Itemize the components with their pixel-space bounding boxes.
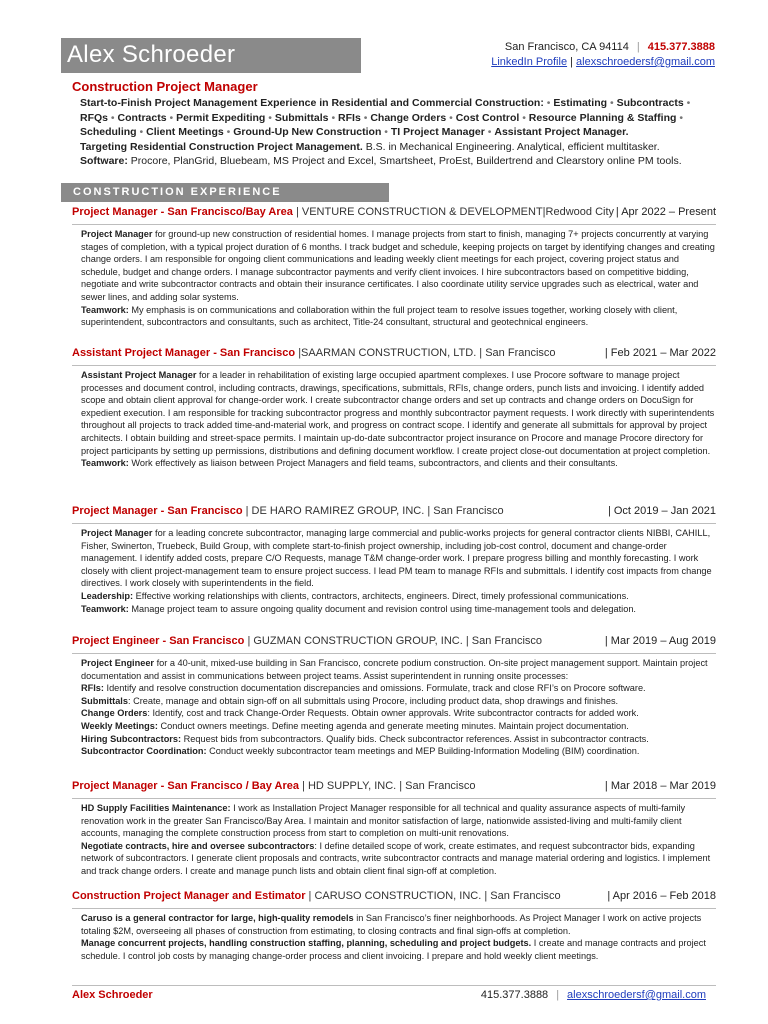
paragraph-label: Teamwork:: [81, 603, 129, 614]
job-paragraph: [81, 682, 716, 695]
paragraph-text: Identify and resolve construction documentation discrepancies and omissions. Formulate, track and close RFI’s on Procore software.: [103, 683, 646, 694]
paragraph-text: for a leading concrete subcontractor, managing large commercial and public-works projects for general contractor clients NIBBI, CAHILL, Fisher, Swinerton, Truebeck, Build Group, with complete start-to-finish project ownership, including job-cost control, document and change-order management. I identify added costs, prepare C/O Requests, manage T&M change-order work. I prepare progress billing and monthly forecasting. I work closely with client project-management team to ensure project success. I lead PM team to manage RFIs and submittals. I identify cost impacts from change directives. I work closely with superintendents in the field.: [81, 528, 712, 589]
paragraph-label: Subcontractor Coordination:: [81, 746, 207, 757]
job-header: [72, 206, 716, 222]
job-paragraph: [81, 937, 716, 962]
job-paragraph: [81, 657, 716, 682]
job-company: | HD SUPPLY, INC. | San Francisco: [299, 780, 476, 792]
job-paragraph: [81, 603, 716, 616]
job-paragraph: [81, 840, 716, 878]
job-header: [72, 780, 716, 796]
software-text: Procore, PlanGrid, Bluebeam, MS Project and Excel, Smartsheet, ProEst, Buildertrend and Clearstory online PM tools.: [130, 155, 682, 167]
job-role: Project Manager - San Francisco: [72, 505, 243, 517]
job-paragraph: [81, 369, 716, 457]
software-label: Software:: [80, 155, 128, 167]
paragraph-label: Leadership:: [81, 590, 134, 601]
bullet-icon: •: [446, 111, 456, 124]
professional-title: Construction Project Manager: [72, 79, 258, 94]
job-dates: | Mar 2019 – Aug 2019: [604, 635, 716, 647]
job-paragraph: [81, 590, 716, 603]
bullet-icon: •: [136, 126, 147, 138]
job-entry: [72, 635, 716, 758]
paragraph-label: Manage concurrent projects, handling construction staffing, planning, scheduling and project budgets.: [81, 938, 532, 949]
bullet-icon: •: [484, 126, 495, 138]
skill-item: RFIs: [338, 111, 361, 124]
bullet-icon: •: [166, 111, 177, 124]
name-banner: [61, 38, 361, 73]
paragraph-text: My emphasis is on communications and collaboration within the full project team to resolve issues together, working closely with client, superintendent, subcontractors and consultants, such as architect, Title-24 consultant, structural and geotechnical engineers.: [81, 304, 678, 328]
footer-separator: |: [556, 989, 560, 1001]
bullet-icon: •: [328, 111, 339, 124]
skill-item: Client Meetings: [146, 126, 224, 138]
job-paragraph: [81, 720, 716, 733]
job-dates: | Apr 2016 – Feb 2018: [607, 890, 716, 902]
paragraph-text: Manage project team to assure ongoing quality document and revision control using time-management tools and delegation.: [128, 603, 636, 614]
skill-item: Change Orders: [370, 111, 447, 124]
paragraph-label: Assistant Project Manager: [81, 370, 197, 380]
job-description: [72, 912, 716, 962]
footer-name: Alex Schroeder: [72, 989, 153, 1001]
paragraph-text: for a leader in rehabilitation of existing large occupied apartment complexes. I use Procore software to manage project processes and document control, including contracts, drawings, specifications, submittals, RFIs, change orders, punch lists and invoicing. I identify added scope and obtain client approval for change-order work. I create subcontractor change orders and set up contracts and change orders on DocuSign for expedient execution. I am responsible for tracking subcontractor progress and monthly subcontractor payment requests. I work directly with superintendents throughout all projects to track added time-and-material work, and progress on contract scope. I identify and generate all submittals for approval by project architects. I obtain building and street-space permits. I maintain up-do-date subcontractor project insurance on Procore and manage Procore directory for project participants by setting up permissions, distributions and defining document workflow. I create project close-out documentation at project completion.: [81, 370, 715, 456]
paragraph-text: I work as Installation Project Manager responsible for all technical and quality assurance aspects of multi-family renovation work in the greater San Francisco/Bay Area. I maintain and monitor satisfaction of large, nationwide assisted-living and multi-family client accounts, managing the complete construction process from start to completion on multi-unit renovations.: [81, 803, 686, 839]
targeting-text: B.S. in Mechanical Engineering. Analytical, efficient multitasker.: [365, 140, 660, 153]
summary-software: [80, 154, 720, 169]
phone-number: 415.377.3888: [647, 41, 715, 53]
paragraph-label: Teamwork:: [81, 304, 129, 315]
paragraph-label: Project Manager: [81, 229, 153, 239]
job-dates: | Mar 2018 – Mar 2019: [604, 780, 716, 792]
paragraph-text: for ground-up new construction of residential homes. I manage projects from start to finish, managing 7+ projects concurrently at varying stages of completion, with a typical project duration of 6 months. I track budget and schedule, keeping projects on target by identifying changes and creating change orders. I am responsible for ongoing client communications and leading weekly client meetings for each project, covering project status and schedule, budget and change orders. I manage subcontractor payments and verify client invoices. I hire subcontractors based on competitive bidding, negotiate and write subcontractor contracts and obtain their insurance certificates. I also coordinate utility service upgrades such as electrical, water and sewer lines, and adding solar systems.: [81, 229, 715, 302]
bullet-icon: •: [546, 97, 554, 109]
job-company: |SAARMAN CONSTRUCTION, LTD. | San Francisco: [295, 347, 556, 359]
divider: [72, 653, 716, 654]
footer: [72, 985, 716, 1003]
summary-targeting: [80, 140, 720, 155]
bullet-icon: •: [676, 111, 683, 124]
job-entry: [72, 890, 716, 962]
divider: [72, 224, 716, 225]
job-company: | VENTURE CONSTRUCTION & DEVELOPMENT|Redwood City: [292, 206, 615, 218]
bullet-icon: •: [607, 97, 617, 109]
job-entry: [72, 780, 716, 878]
paragraph-label: RFIs:: [81, 683, 104, 694]
summary-lead: Start-to-Finish Project Management Experience in Residential and Commercial Construction:: [80, 97, 544, 109]
location: San Francisco, CA 94114: [504, 41, 629, 53]
job-company: | DE HARO RAMIREZ GROUP, INC. | San Francisco: [242, 505, 504, 517]
skill-item: Ground-Up New Construction: [233, 126, 382, 138]
job-header: [72, 505, 716, 521]
job-role: Project Manager - San Francisco/Bay Area: [72, 206, 293, 218]
paragraph-text: for a 40-unit, mixed-use building in San Francisco, concrete podium construction. On-site project management support. Maintain project documentation and assist in communications between project teams. Assist superintendent in running onsite processes:: [81, 658, 708, 681]
job-dates: | Feb 2021 – Mar 2022: [604, 347, 716, 359]
bullet-icon: •: [360, 111, 371, 124]
paragraph-text: Request bids from subcontractors. Qualify bids. Check subcontractor references. Assist in subcontractor contracts.: [181, 733, 649, 744]
job-header: [72, 347, 716, 363]
skill-item: Contracts: [117, 111, 167, 124]
paragraph-text: Work effectively as liaison between Project Managers and field teams, subcontractors, and clients and their consultants.: [128, 458, 618, 469]
bullet-icon: •: [683, 97, 691, 109]
divider: [72, 365, 716, 366]
linkedin-link[interactable]: LinkedIn Profile: [491, 56, 568, 68]
separator: |: [636, 41, 640, 53]
contact-block: [470, 40, 715, 70]
divider: [72, 798, 716, 799]
job-description: [72, 802, 716, 878]
skill-item: Submittals: [274, 111, 329, 124]
skill-item: Resource Planning & Staffing: [528, 111, 677, 124]
skill-item: RFQs: [80, 111, 109, 124]
job-entry: [72, 505, 716, 615]
summary-skills: [80, 96, 720, 140]
bullet-icon: •: [381, 126, 391, 138]
job-paragraph: [81, 695, 716, 708]
paragraph-text: Conduct owners meetings. Define meeting agenda and generate meeting minutes. Maintain project documentation.: [157, 720, 629, 731]
paragraph-text: Effective working relationships with clients, contractors, architects, engineers. Direct, timely professional communications.: [133, 590, 629, 601]
paragraph-text: : Create, manage and obtain sign-off on all submittals using Procore, including product data, shop drawings and finishes.: [127, 695, 619, 706]
job-dates: | Oct 2019 – Jan 2021: [607, 505, 716, 517]
paragraph-label: Caruso is a general contractor for large, high-quality remodels: [81, 913, 354, 923]
paragraph-label: HD Supply Facilities Maintenance:: [81, 803, 231, 813]
job-paragraph: [81, 745, 716, 758]
skill-item: Assistant Project Manager.: [494, 126, 629, 138]
job-role: Construction Project Manager and Estimator: [72, 890, 306, 902]
job-header: [72, 890, 716, 906]
paragraph-label: Submittals: [81, 695, 128, 706]
candidate-name: Alex Schroeder: [67, 41, 236, 68]
job-entry: [72, 347, 716, 470]
bullet-icon: •: [519, 111, 529, 124]
summary: [80, 96, 720, 169]
job-paragraph: [81, 733, 716, 746]
skill-item: Scheduling: [80, 126, 137, 138]
footer-email[interactable]: alexschroedersf@gmail.com: [567, 989, 706, 1001]
job-company: | CARUSO CONSTRUCTION, INC. | San Francisco: [305, 890, 561, 902]
job-paragraph: [81, 802, 716, 840]
job-paragraph: [81, 707, 716, 720]
job-description: [72, 228, 716, 329]
email-link[interactable]: alexschroedersf@gmail.com: [576, 56, 715, 68]
experience-heading: CONSTRUCTION EXPERIENCE: [73, 186, 282, 198]
paragraph-text: : I define detailed scope of work, create estimates, and request subcontractor bids, expanding network of subcontractors. I generate client proposals and contracts, write subcontractor contracts and manage material ordering and logistics. I implement and track change orders. I create and manage punch lists and obtain client final sign-off at completion.: [81, 840, 711, 876]
skill-item: Cost Control: [455, 111, 520, 124]
skill-item: Subcontracts: [616, 97, 684, 109]
footer-phone: 415.377.3888: [480, 989, 549, 1001]
paragraph-label: Teamwork:: [81, 458, 129, 469]
job-paragraph: [81, 527, 716, 590]
targeting-label: Targeting Residential Construction Project Management.: [80, 140, 363, 153]
paragraph-label: Project Engineer: [81, 658, 155, 668]
paragraph-text: : Identify, cost and track Change-Order Requests. Obtain owner approvals. Write subcontractor contracts for added work.: [147, 708, 639, 719]
job-paragraph: [81, 304, 716, 329]
job-role: Assistant Project Manager - San Francisco: [72, 347, 296, 359]
job-description: [72, 369, 716, 470]
skill-item: Permit Expediting: [176, 111, 266, 124]
job-role: Project Engineer - San Francisco: [72, 635, 245, 647]
bullet-icon: •: [108, 111, 118, 124]
experience-heading-bar: [61, 183, 389, 202]
paragraph-text: I create and manage contracts and project schedule. I control job costs by managing change-order process and client invoicing. I prepare and hold weekly client meetings.: [81, 938, 706, 961]
separator: |: [570, 56, 573, 68]
job-role: Project Manager - San Francisco / Bay Area: [72, 780, 300, 792]
footer-contact: [481, 989, 706, 1001]
divider: [72, 908, 716, 909]
job-description: [72, 527, 716, 615]
paragraph-label: Project Manager: [81, 528, 153, 538]
paragraph-label: Negotiate contracts, hire and oversee subcontractors: [81, 840, 315, 851]
skill-item: TI Project Manager: [390, 126, 485, 138]
job-description: [72, 657, 716, 758]
paragraph-label: Change Orders: [81, 708, 148, 719]
skill-item: Estimating: [553, 97, 608, 109]
paragraph-text: in San Francisco’s finer neighborhoods. As Project Manager I work on active projects totaling $2M, overseeing all phases of construction from estimating, to closing contracts and final sign-offs at completion.: [81, 913, 702, 936]
job-header: [72, 635, 716, 651]
bullet-icon: •: [223, 126, 234, 138]
job-paragraph: [81, 457, 716, 470]
bullet-icon: •: [265, 111, 275, 124]
job-entry: [72, 206, 716, 329]
paragraph-text: Conduct weekly subcontractor team meetings and MEP Building-Information Modeling (BIM) coordination.: [206, 746, 640, 757]
job-paragraph: [81, 228, 716, 304]
paragraph-label: Weekly Meetings:: [81, 720, 158, 731]
job-dates: | Apr 2022 – Present: [615, 206, 716, 218]
job-company: | GUZMAN CONSTRUCTION GROUP, INC. | San Francisco: [244, 635, 543, 647]
paragraph-label: Hiring Subcontractors:: [81, 733, 182, 744]
divider: [72, 523, 716, 524]
job-paragraph: [81, 912, 716, 937]
